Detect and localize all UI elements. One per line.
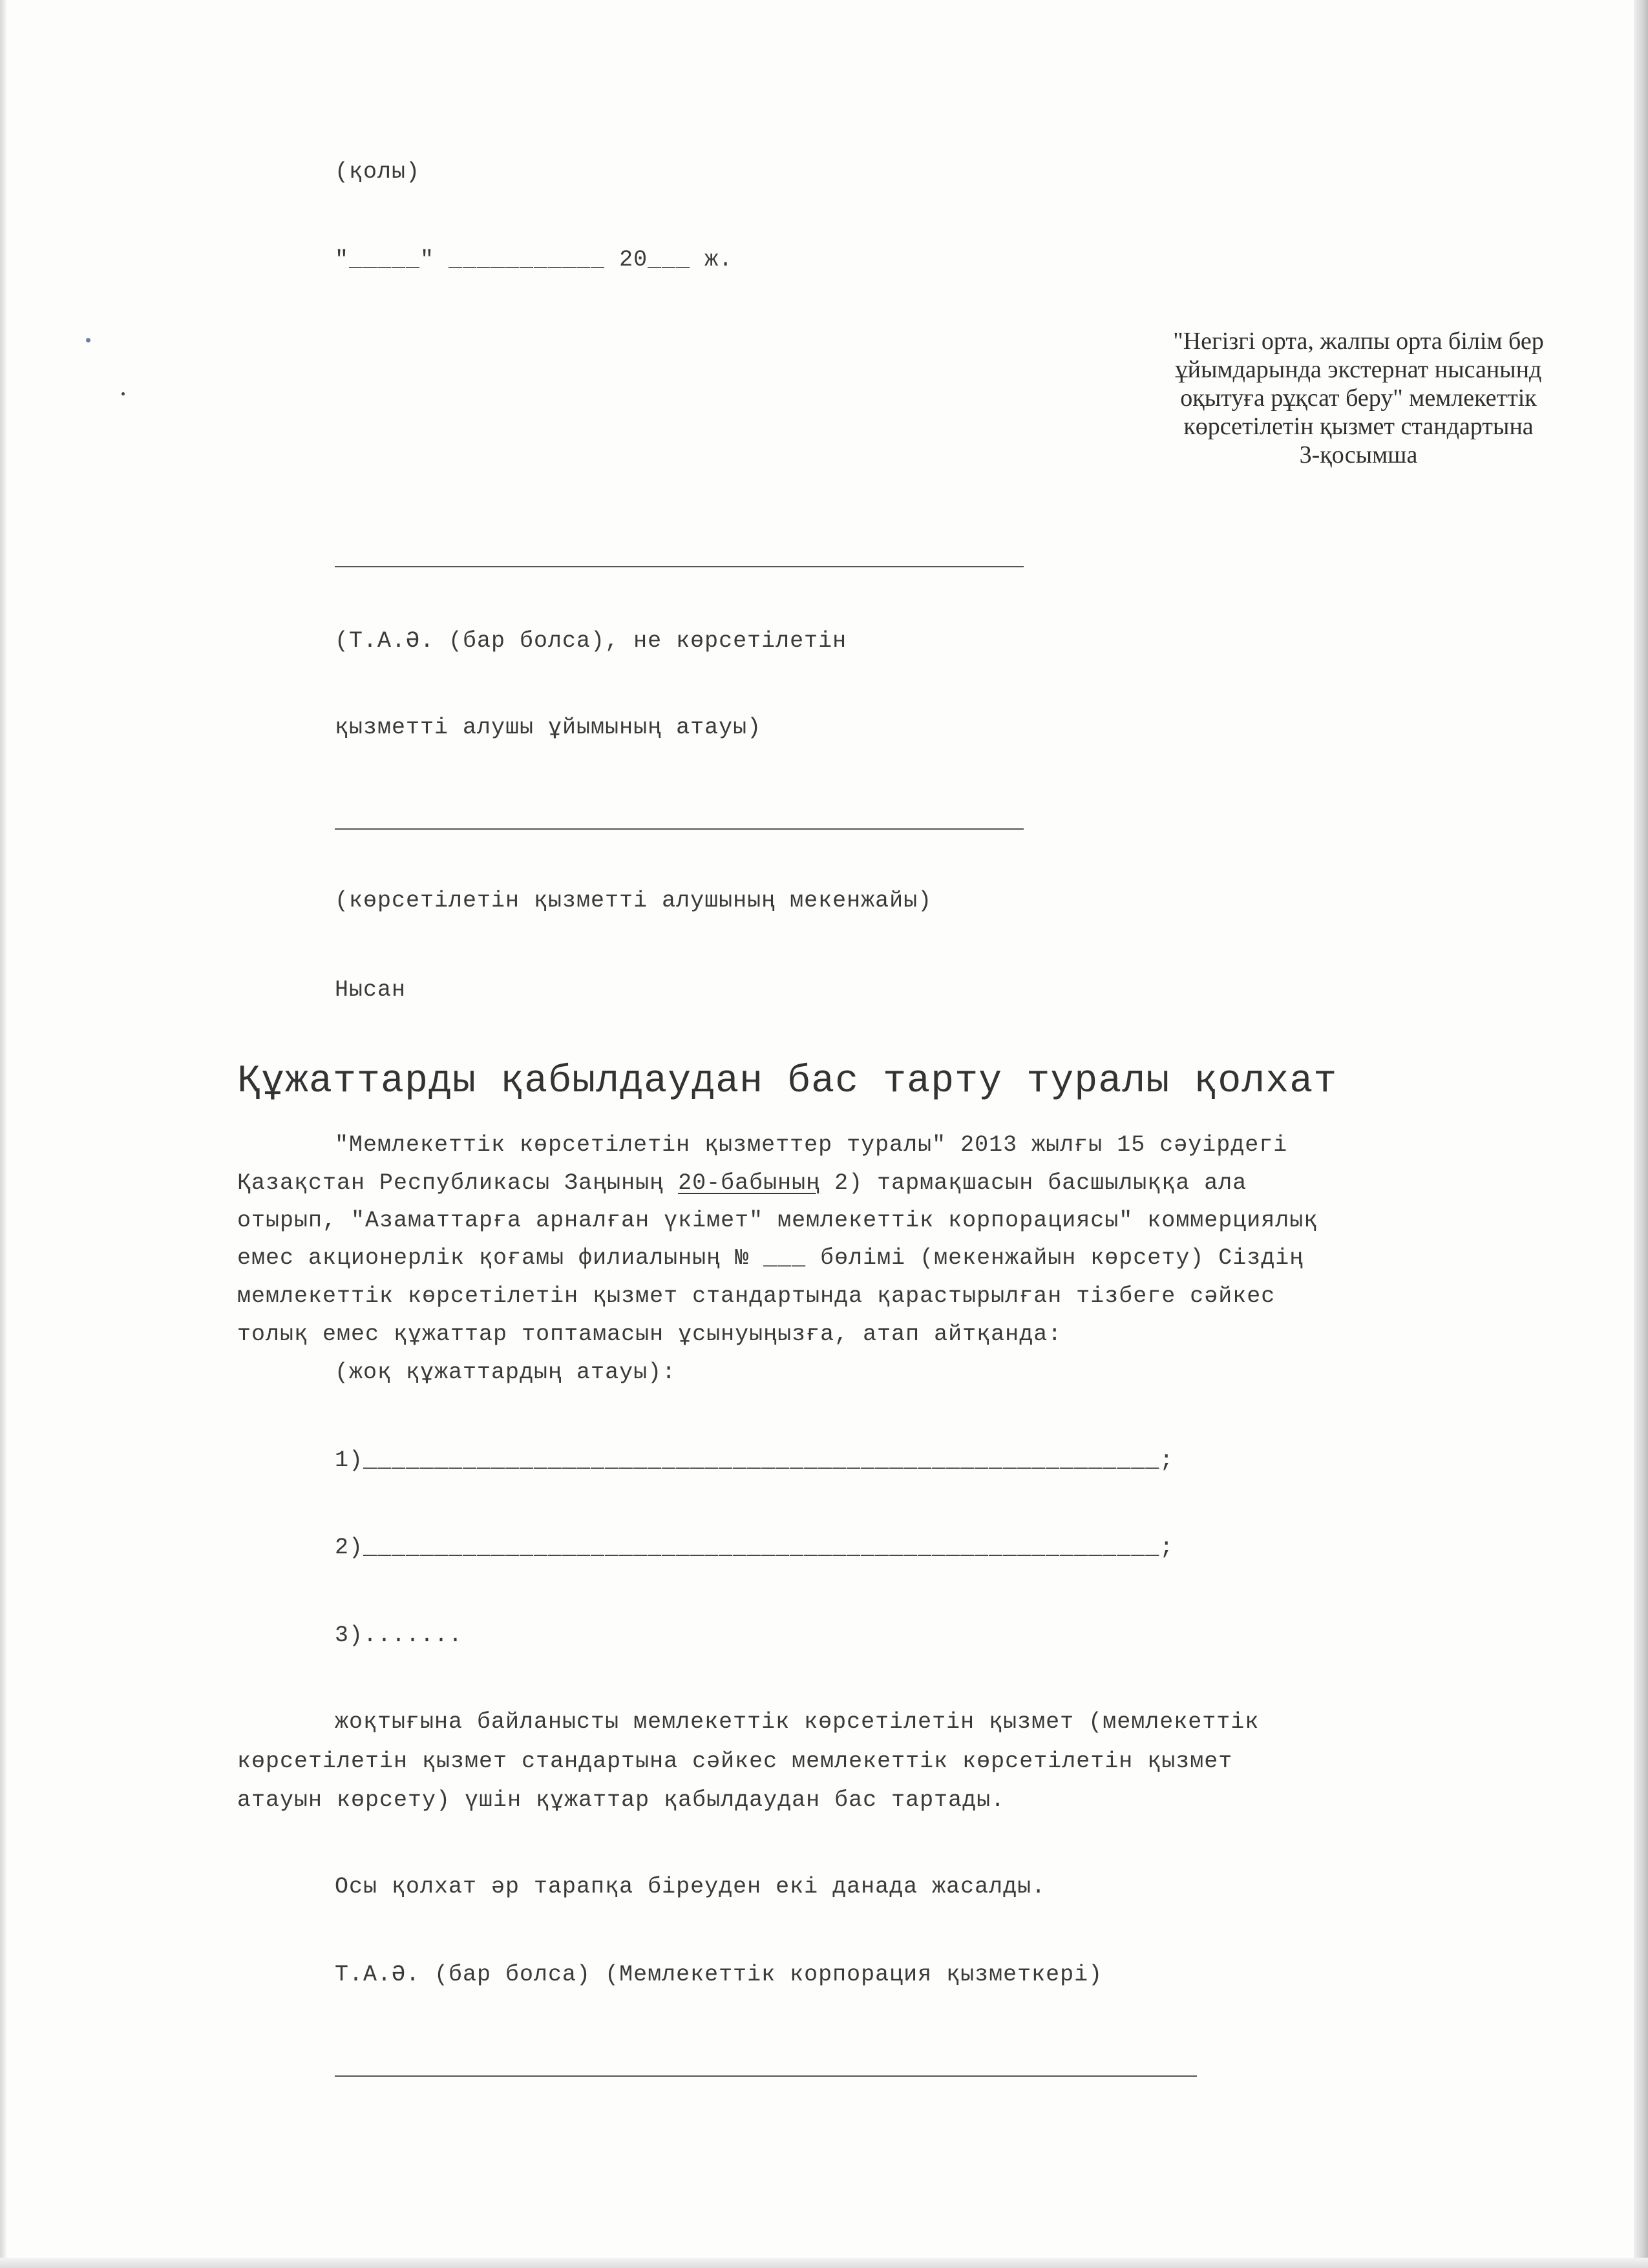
- annex-line: "Негізгі орта, жалпы орта білім бер: [1173, 328, 1544, 355]
- annex-line: оқытуға рұқсат беру" мемлекеттік: [1180, 384, 1537, 412]
- body-line: "Мемлекеттік көрсетілетін қызметтер туралы" 2013 жылғы 15 сәуірдегі: [335, 1132, 1288, 1158]
- scan-speck: [121, 392, 125, 395]
- body-line: емес акционерлік қоғамы филиалының № ___ бөлімі (мекенжайын көрсету) Сіздің: [237, 1245, 1304, 1271]
- body-line: мемлекеттік көрсетілетін қызмет стандартында қарастырылған тізбеге сәйкес: [237, 1283, 1276, 1309]
- body-line: атауын көрсету) үшін құжаттар қабылдаудан бас тартады.: [237, 1787, 1006, 1813]
- annex-line: көрсетілетін қызмет стандартына: [1183, 413, 1534, 440]
- annex-reference: [1139, 327, 1578, 469]
- body-line: толық емес құжаттар топтамасын ұсынуыңызға, атап айтқанда:: [237, 1321, 1062, 1347]
- missing-documents-caption: (жоқ құжаттардың атауы):: [335, 1360, 677, 1385]
- missing-document-item-3: 3).......: [335, 1622, 463, 1648]
- annex-line: 3-қосымша: [1299, 441, 1418, 468]
- form-label: Нысан: [335, 977, 407, 1003]
- body-line: көрсетілетін қызмет стандартына сәйкес мемлекеттік көрсетілетін қызмет: [237, 1748, 1233, 1774]
- annex-line: ұйымдарында экстернат нысанынд: [1175, 356, 1542, 383]
- copies-statement: Осы қолхат әр тарапқа біреуден екі данада жасалды.: [335, 1874, 1046, 1900]
- scan-left-edge: [0, 0, 6, 2268]
- employee-signature-line[interactable]: [335, 2075, 1197, 2077]
- body-text: Қазақстан Республикасы Заңының: [237, 1170, 679, 1196]
- scan-right-edge: [1634, 0, 1648, 2268]
- document-title: Құжаттарды қабылдаудан бас тарту туралы қолхат: [237, 1060, 1338, 1104]
- body-line: отырып, "Азаматтарға арналған үкімет" мемлекеттік корпорациясы" коммерциялық: [237, 1208, 1318, 1234]
- body-text: 2) тармақшасын басшылыққа ала: [820, 1170, 1247, 1196]
- recipient-name-caption-2: қызметті алушы ұйымының атауы): [335, 715, 762, 740]
- scan-bottom-edge: [0, 2258, 1648, 2268]
- law-article-link[interactable]: 20-бабының: [678, 1170, 821, 1196]
- body-line: [237, 1170, 1247, 1196]
- recipient-address-caption: (көрсетілетін қызметті алушының мекенжайы): [335, 888, 933, 914]
- missing-document-item-2[interactable]: 2)________________________________________________________;: [335, 1535, 1174, 1560]
- recipient-name-line[interactable]: [335, 566, 1024, 567]
- missing-document-item-1[interactable]: 1)________________________________________________________;: [335, 1447, 1174, 1473]
- body-line: жоқтығына байланысты мемлекеттік көрсетілетін қызмет (мемлекеттік: [335, 1709, 1260, 1735]
- date-line: "_____" ___________ 20___ ж.: [335, 247, 734, 273]
- recipient-address-line[interactable]: [335, 828, 1024, 830]
- scan-speck: [86, 338, 90, 342]
- recipient-name-caption-1: (Т.А.Ә. (бар болса), не көрсетілетін: [335, 628, 847, 654]
- employee-caption: Т.А.Ә. (бар болса) (Мемлекеттік корпорация қызметкері): [335, 1962, 1103, 1988]
- signature-label: (қолы): [335, 159, 421, 185]
